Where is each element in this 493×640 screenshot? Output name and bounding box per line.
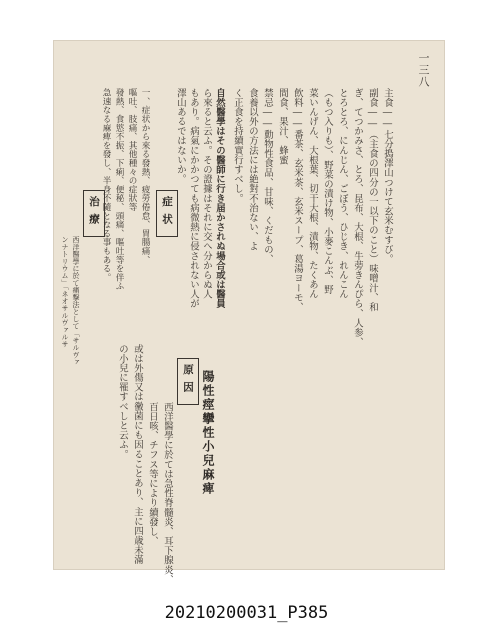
- intro-line: 澤山あるではないか。: [175, 88, 186, 184]
- symptoms-line: 一、症状から來る發熱、疲勞倦怠、胃腸痛、: [140, 88, 150, 264]
- cause-line: の小兒に罹すべしと云ふ。: [117, 344, 128, 460]
- cause-heading: 原因: [177, 358, 199, 405]
- cause-line: 或は外傷又は黴菌にも因ることあり、主に四歳未滿: [132, 344, 143, 565]
- diet-line: 禁忌――動物性食品、甘味、くだもの、: [262, 88, 273, 264]
- page-number: 一三八: [417, 52, 430, 88]
- diet-line: 副食――（主食の四分の一以下のこと）味噌汁、和: [367, 88, 378, 312]
- symptoms-line: 急速なる麻痺を發し、半身不隨となる事もある。: [101, 88, 111, 282]
- section-title: 陽性痙攣性小兒麻痺: [201, 370, 215, 496]
- symptoms-line: 嘔吐、肢痛、其他種々の症狀等: [127, 88, 137, 212]
- symptoms-heading: 症状: [156, 190, 178, 237]
- intro-line: ら來ると云ふ。その證據はそれに交へ分からぬ人: [201, 88, 212, 299]
- cause-line: 百日咳、チフス等により續發し、: [147, 402, 158, 546]
- intro-line: もあり。病氣にかかつても病微熱に侵されない人が: [188, 88, 199, 309]
- intro-line: 自然醫學はその醫師に行き届かされぬ場合或は醫員: [214, 88, 225, 309]
- diet-line: 飲料――番茶、玄米茶、玄米スープ、葛湯ヨーモ、: [292, 88, 303, 312]
- diet-line: く正食を持續實行すべし。: [232, 88, 243, 204]
- diet-line: （もつ入りも）、野菜の漬け物、小麥こんぶ、野: [322, 88, 333, 295]
- image-caption: 20210200031_P385: [164, 603, 329, 623]
- diet-line: 間食、果汁、蜂蜜: [277, 88, 288, 165]
- diet-line: 菜いんげん、大根葉、切干大根、漬物、たくあん: [307, 88, 318, 299]
- diet-line: 食養以外の方法には絶對不治ない、よ: [247, 88, 258, 252]
- symptoms-line: 發熱、食慾不振、下痢、便秘、頭痛、嘔吐等を伴ふ: [114, 88, 124, 291]
- treatment-heading: 治療: [83, 190, 105, 237]
- cause-line: 西洋醫學に於ては急性脊髓炎、耳下腺炎、: [162, 402, 173, 585]
- left-half-columns: [53, 40, 445, 570]
- diet-line: ぎ、てつかみさ、とろ、昆布、大根、牛蒡きんぴら、人参、: [352, 88, 363, 347]
- diet-line: とろとろ、にんじん、ごぼう、ひじき、れんこん: [337, 88, 348, 299]
- diet-line: 主食――七分搗澤山つけて玄米むすび。: [382, 88, 393, 264]
- treatment-line: ンナトリウム」「ネオサルヴァルサ: [61, 236, 69, 348]
- treatment-line: 西洋醫學に於て痛撃法として「サルヴァ: [72, 236, 80, 366]
